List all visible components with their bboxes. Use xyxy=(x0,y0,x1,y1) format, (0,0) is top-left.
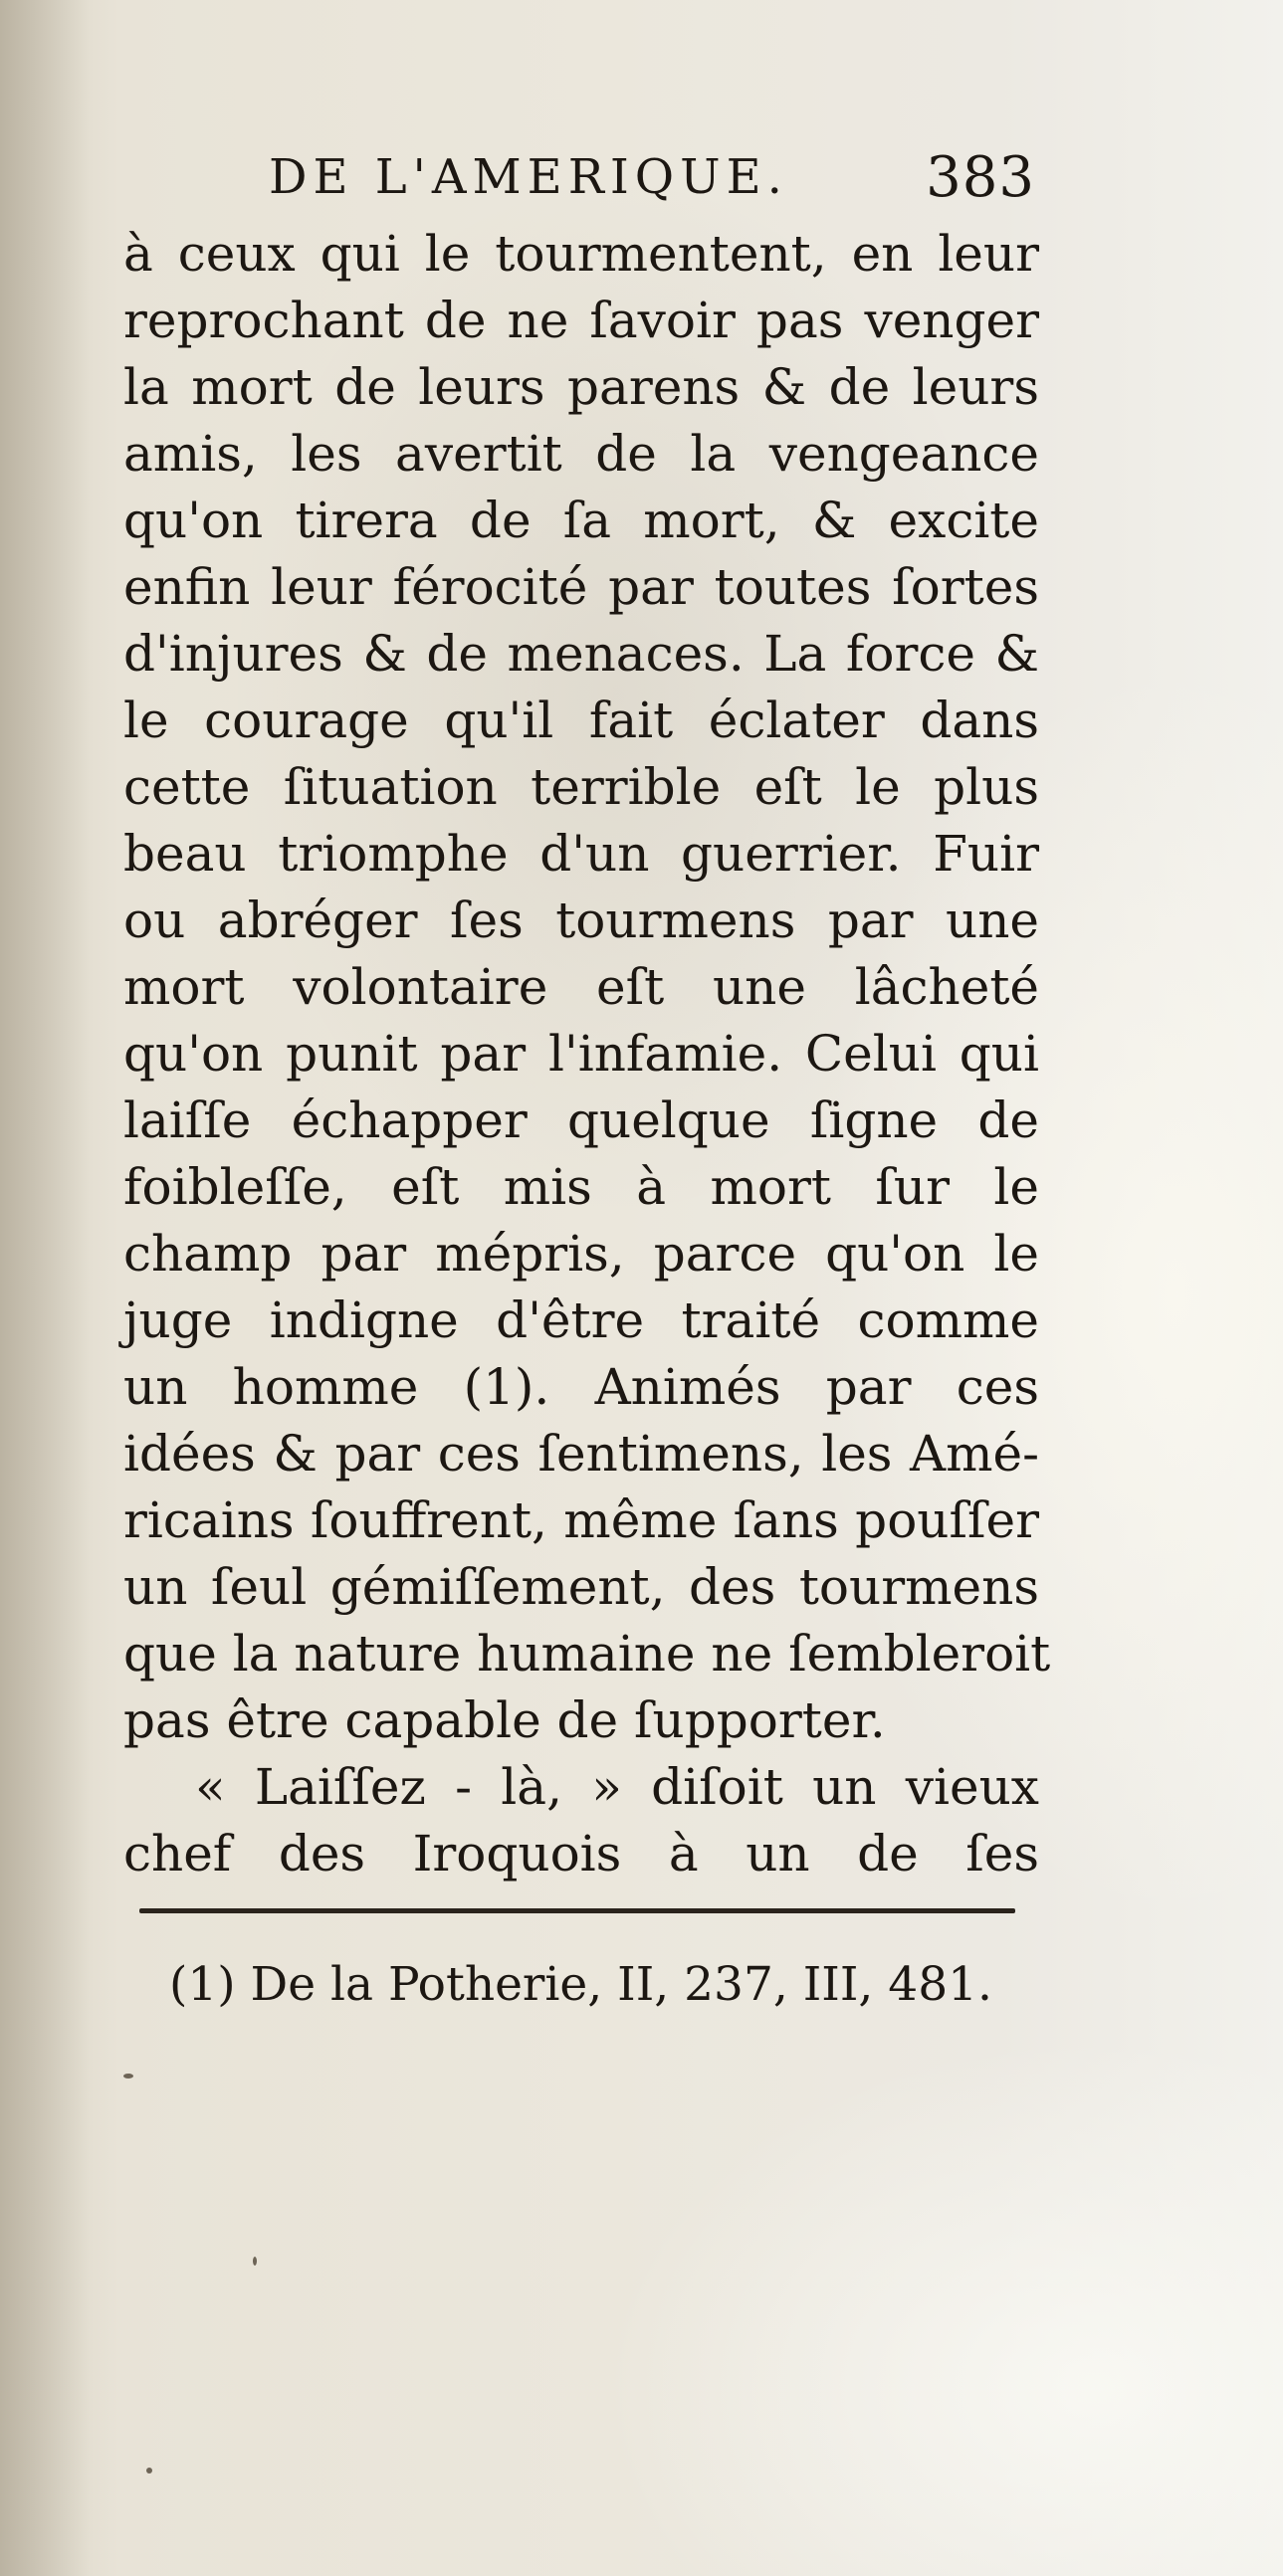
text-line: cette ſituation terrible eſt le plus xyxy=(123,758,1039,816)
text-line: la mort de leurs parens & de leurs xyxy=(123,358,1039,416)
text-line: foibleſſe, eſt mis à mort ſur le xyxy=(123,1158,1039,1216)
footnote: (1) De la Potherie, II, 237, III, 481. xyxy=(169,1957,992,2012)
text-line: mort volontaire eſt une lâcheté xyxy=(123,958,1039,1016)
text-line: enfin leur férocité par toutes ſortes xyxy=(123,558,1039,616)
text-line: idées & par ces ſentimens, les Amé- xyxy=(123,1425,1039,1483)
text-line: un ſeul gémiſſement, des tourmens xyxy=(123,1558,1039,1616)
text-line: « Laiſſez - là, » diſoit un vieux xyxy=(195,1758,1039,1816)
body-text xyxy=(123,221,1051,1887)
footnote-rule xyxy=(139,1908,1015,1913)
text-line: à ceux qui le tourmentent, en leur xyxy=(123,225,1039,283)
text-line: le courage qu'il fait éclater dans xyxy=(123,692,1039,749)
text-line: beau triomphe d'un guerrier. Fuir xyxy=(123,825,1039,883)
text-line: d'injures & de menaces. La force & xyxy=(123,625,1039,683)
gutter-shadow xyxy=(0,0,90,2576)
running-header xyxy=(269,139,1035,209)
text-line: ou abréger ſes tourmens par une xyxy=(123,892,1039,949)
paper-speck xyxy=(123,2074,133,2079)
text-line: pas être capable de ſupporter. xyxy=(123,1691,886,1749)
text-line: qu'on tirera de ſa mort, & excite xyxy=(123,492,1039,549)
text-line: chef des Iroquois à un de ſes xyxy=(123,1825,1039,1882)
paper-speck xyxy=(253,2257,257,2266)
text-line: ricains ſouffrent, même ſans pouſſer xyxy=(123,1491,1039,1549)
text-line: reprochant de ne ſavoir pas venger xyxy=(123,292,1039,349)
text-line: qu'on punit par l'infamie. Celui qui xyxy=(123,1025,1039,1083)
text-line: amis, les avertit de la vengeance xyxy=(123,425,1039,483)
running-title: DE L'AMERIQUE. xyxy=(269,149,788,205)
text-line: laiſſe échapper quelque ſigne de xyxy=(123,1091,1039,1149)
page-number: 383 xyxy=(926,145,1035,210)
text-line: juge indigne d'être traité comme xyxy=(123,1291,1039,1349)
paper-speck xyxy=(146,2468,152,2474)
text-line: que la nature humaine ne ſembleroit xyxy=(123,1625,1051,1683)
text-line: champ par mépris, parce qu'on le xyxy=(123,1225,1039,1283)
text-line: un homme (1). Animés par ces xyxy=(123,1358,1039,1416)
